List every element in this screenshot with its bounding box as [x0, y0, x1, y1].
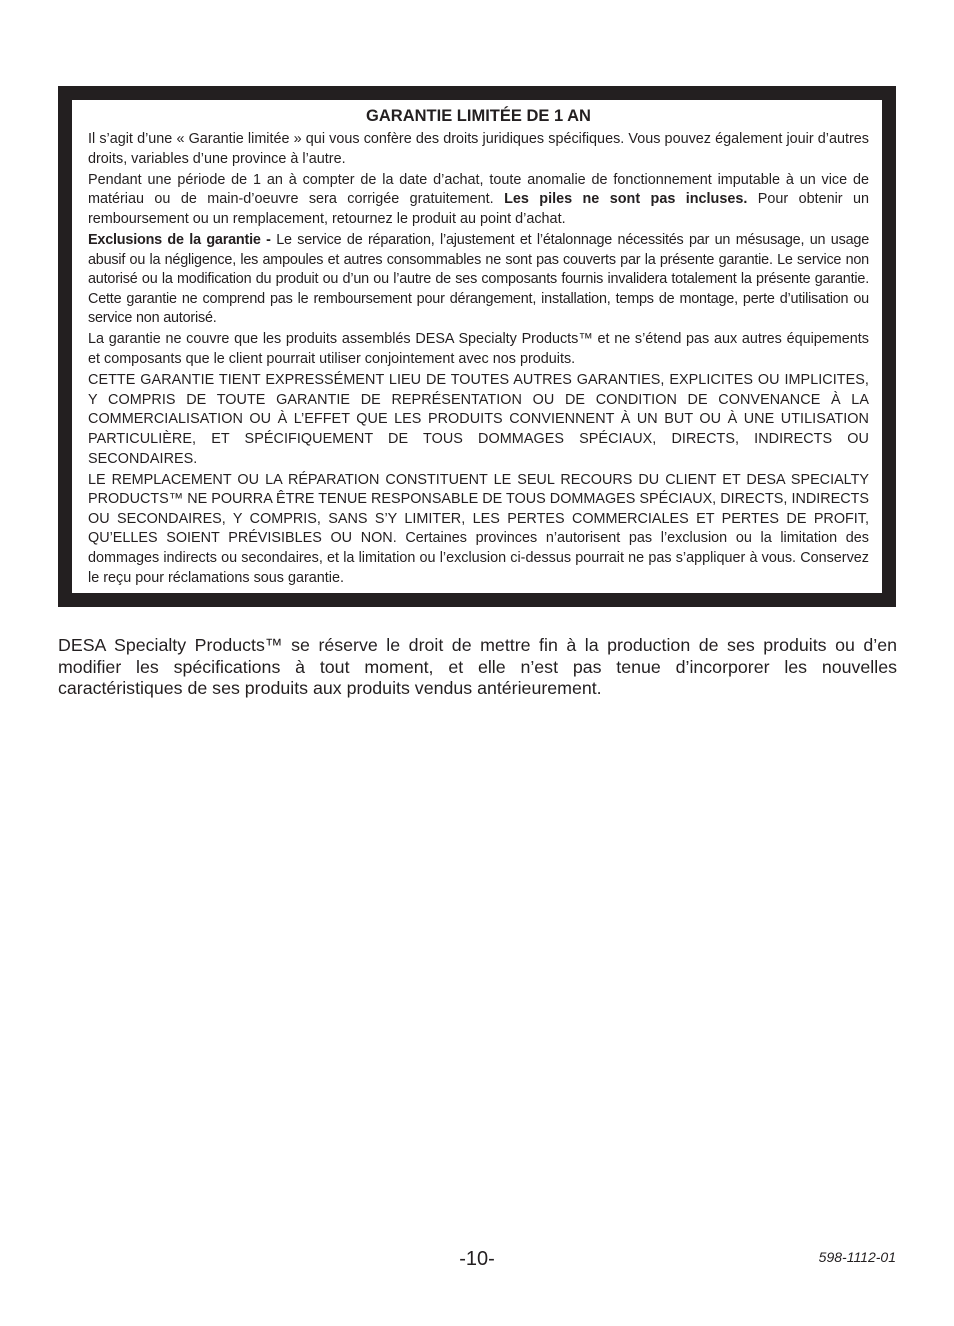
warranty-exclusions-paragraph [88, 231, 869, 329]
page-number: -10- [459, 1248, 495, 1270]
warranty-disclaimer-paragraph: CETTE GARANTIE TIENT EXPRESSÉMENT LIEU DE TOUTES AUTRES GARANTIES, EXPLICITES OU IMPLICITES, Y COMPRIS DE TOUTE GARANTIE DE REPRÉSENTATION OU DE CONDITION DE CONVENANCE À LA COMMERCIALISATION OU À L’EFFET QUE LES PRODUITS CONVIENNENT À UN BUT OU À UNE UTILISATION PARTICULIÈRE, ET SPÉCIFIQUEMENT DE TOUS DOMMAGES SPÉCIAUX, DIRECTS, INDIRECTS OU SECONDAIRES. [88, 372, 869, 467]
warranty-box [58, 86, 896, 607]
warranty-coverage-paragraph [88, 171, 869, 230]
document-code: 598-1112-01 [818, 1249, 896, 1265]
exclusions-heading: Exclusions de la garantie - [88, 231, 277, 248]
warranty-scope-paragraph: La garantie ne couvre que les produits assemblés DESA Specialty Products™ et ne s’étend pas aux autres équipements et composants que le client pourrait utiliser conjointement avec nos produits. [88, 331, 869, 368]
warranty-remedy-paragraph: LE REMPLACEMENT OU LA RÉPARATION CONSTITUENT LE SEUL RECOURS DU CLIENT ET DESA SPECIALTY PRODUCTS™ NE POURRA ÊTRE TENUE RESPONSABLE DE TOUS DOMMAGES SPÉCIAUX, DIRECTS, INDIRECTS OU SECONDAIRES, Y COMPRIS, SANS S’Y LIMITER, LES PERTES COMMERCIALES ET PERTES DE PROFIT, QU’ELLES SOIENT PRÉVISIBLES OU NON. Certaines provinces n’autorisent pas l’exclusion ou la limitation des dommages indirects ou secondaires, et la limitation ou l’exclusion ci-dessus pourrait ne pas s’appliquer à vous. Conservez le reçu pour réclamations sous garantie. [88, 471, 869, 586]
warranty-intro-paragraph: Il s’agit d’une « Garantie limitée » qui vous confère des droits juridiques spécifiques. Vous pouvez également jouir d’autres droits, variables d’une province à l’autre. [88, 131, 869, 167]
warranty-frame [70, 98, 884, 595]
coverage-return-text: Pour obtenir un remboursement ou un remplacement, retournez le produit au point d’achat. [88, 191, 870, 227]
warranty-title: GARANTIE LIMITÉE DE 1 AN [366, 107, 591, 125]
closing-paragraph: DESA Specialty Products™ se réserve le droit de mettre fin à la production de ses produits ou d’en modifier les spécifications à tout moment, et elle n’est pas tenue d’incorporer les nouvelles caractéristiques de ses produits aux produits vendus antérieurement. [58, 634, 897, 699]
exclusions-text: Le service de réparation, l’ajustement et l’étalonnage nécessités par un mésusage, un usage abusif ou la négligence, les ampoules et autres consommables ne sont pas couverts par la présente garantie. Le service non autorisé ou la modification du produit ou d’un ou l’autre de ses composants fournis invalidera totalement la présente garantie. Cette garantie ne comprend pas le remboursement pour dérangement, installation, temps de montage, perte d’utilisation ou service non autorisé. [88, 231, 869, 327]
coverage-text: Pendant une période de 1 an à compter de la date d’achat, toute anomalie de fonctionnement imputable à un vice de matériau ou de main-d’oeuvre sera corrigée gratuitement. [88, 171, 869, 208]
batteries-note: Les piles ne sont pas incluses. [504, 191, 748, 208]
warranty-content [88, 105, 869, 590]
